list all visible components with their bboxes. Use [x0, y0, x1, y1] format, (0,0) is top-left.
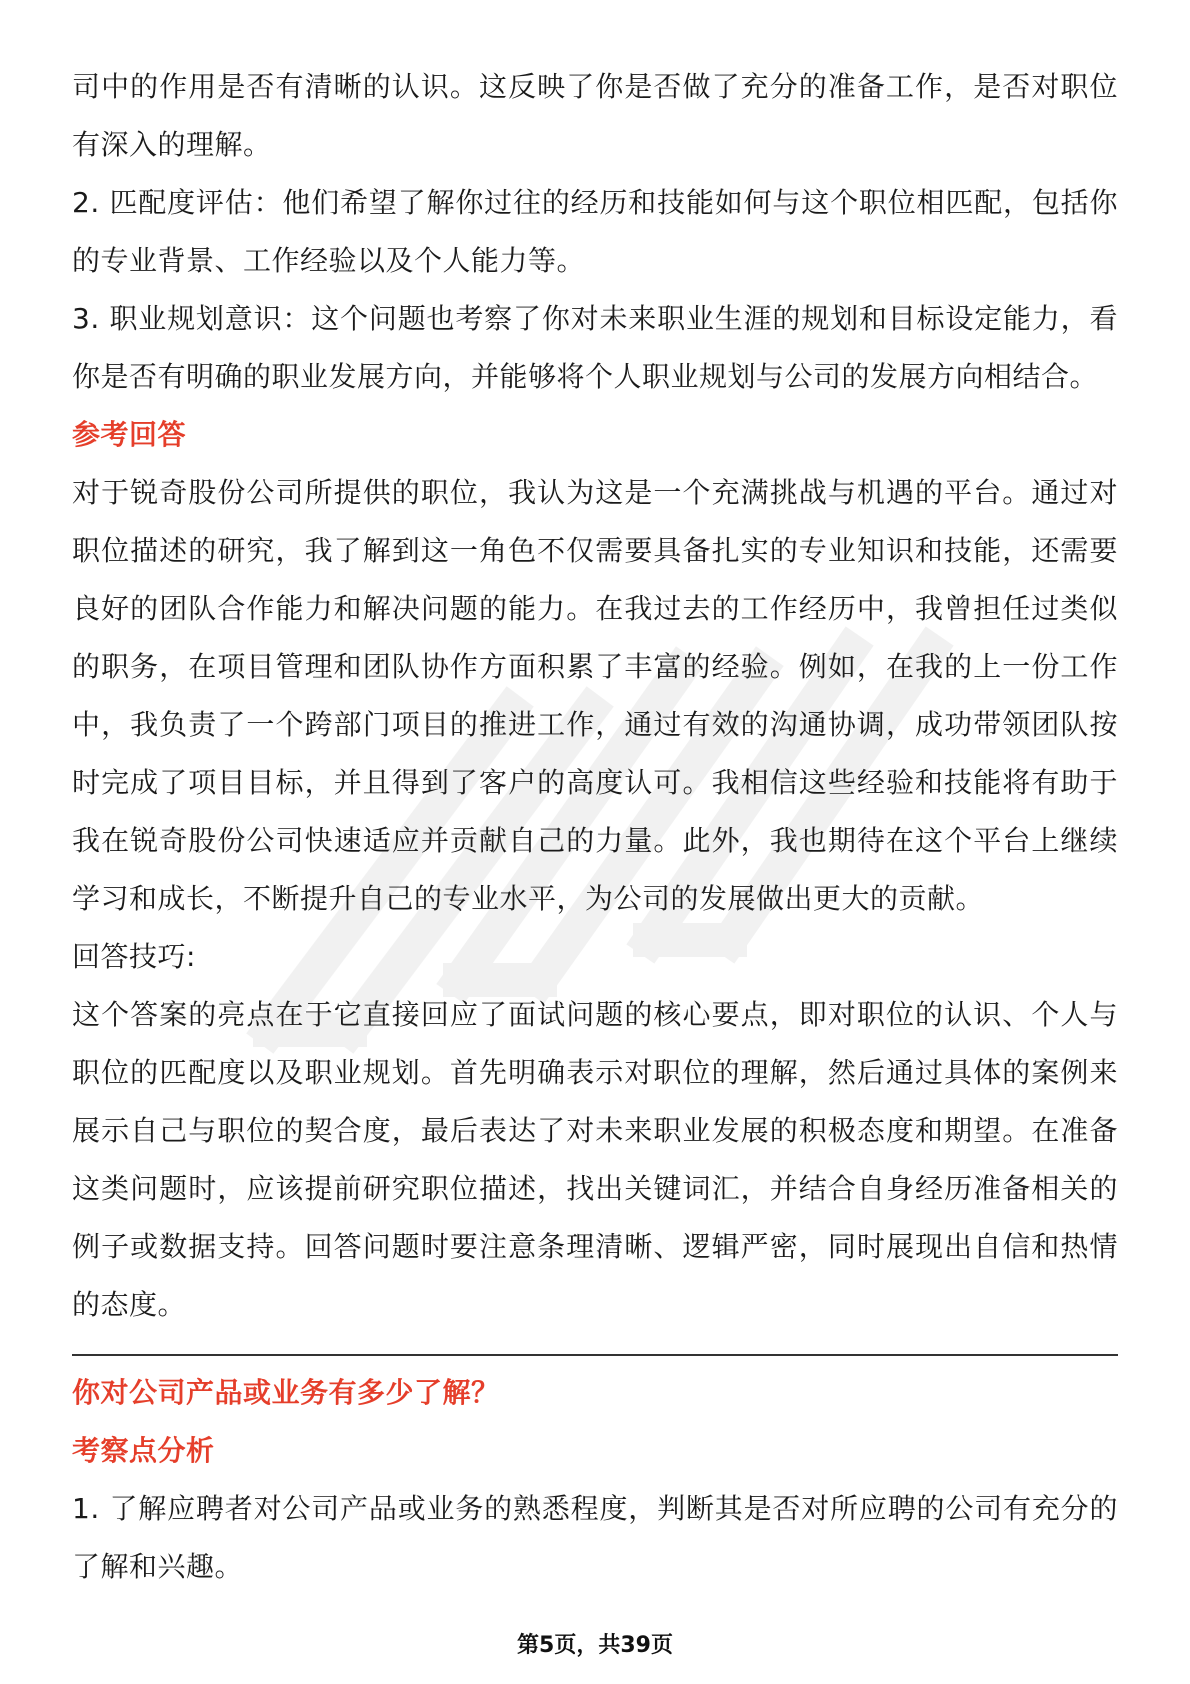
label-answer-tips: 回答技巧: [72, 940, 196, 973]
paragraph-answer-tips: 这个答案的亮点在于它直接回应了面试问题的核心要点，即对职位的认识、个人与职位的匹配度以及职业规划。首先明确表示对职位的理解，然后通过具体的案例来展示自己与职位的契合度，最后表达了对未来职业发展的积极态度和期望。在准备这类问题时，应该提前研究职位描述，找出关键词汇，并结合自身经历准备相关的例子或数据支持。回答问题时要注意条理清晰、逻辑严密，同时展现出自信和热情的态度。 [72, 998, 1118, 1321]
paragraph-analysis-1: 1. 了解应聘者对公司产品或业务的熟悉程度，判断其是否对所应聘的公司有充分的了解和兴趣。 [72, 1492, 1118, 1583]
document-body [72, 58, 1118, 1596]
section-divider [72, 1354, 1118, 1356]
paragraph-reference-answer: 对于锐奇股份公司所提供的职位，我认为这是一个充满挑战与机遇的平台。通过对职位描述的研究，我了解到这一角色不仅需要具备扎实的专业知识和技能，还需要良好的团队合作能力和解决问题的能力。在我过去的工作经历中，我曾担任过类似的职务，在项目管理和团队协作方面积累了丰富的经验。例如，在我的上一份工作中，我负责了一个跨部门项目的推进工作，通过有效的沟通协调，成功带领团队按时完成了项目目标，并且得到了客户的高度认可。我相信这些经验和技能将有助于我在锐奇股份公司快速适应并贡献自己的力量。此外，我也期待在这个平台上继续学习和成长，不断提升自己的专业水平，为公司的发展做出更大的贡献。 [72, 476, 1118, 915]
paragraph-intro-continuation: 司中的作用是否有清晰的认识。这反映了你是否做了充分的准备工作，是否对职位有深入的理解。 [72, 70, 1118, 161]
heading-reference-answer: 参考回答 [72, 418, 187, 451]
question-title: 你对公司产品或业务有多少了解？ [72, 1376, 500, 1409]
paragraph-point-2: 2. 匹配度评估：他们希望了解你过往的经历和技能如何与这个职位相匹配，包括你的专业背景、工作经验以及个人能力等。 [72, 186, 1118, 277]
heading-analysis: 考察点分析 [72, 1434, 215, 1467]
page-number-footer: 第5页，共39页 [517, 1633, 673, 1658]
paragraph-point-3: 3. 职业规划意识：这个问题也考察了你对未来职业生涯的规划和目标设定能力，看你是否有明确的职业发展方向，并能够将个人职业规划与公司的发展方向相结合。 [72, 302, 1118, 393]
